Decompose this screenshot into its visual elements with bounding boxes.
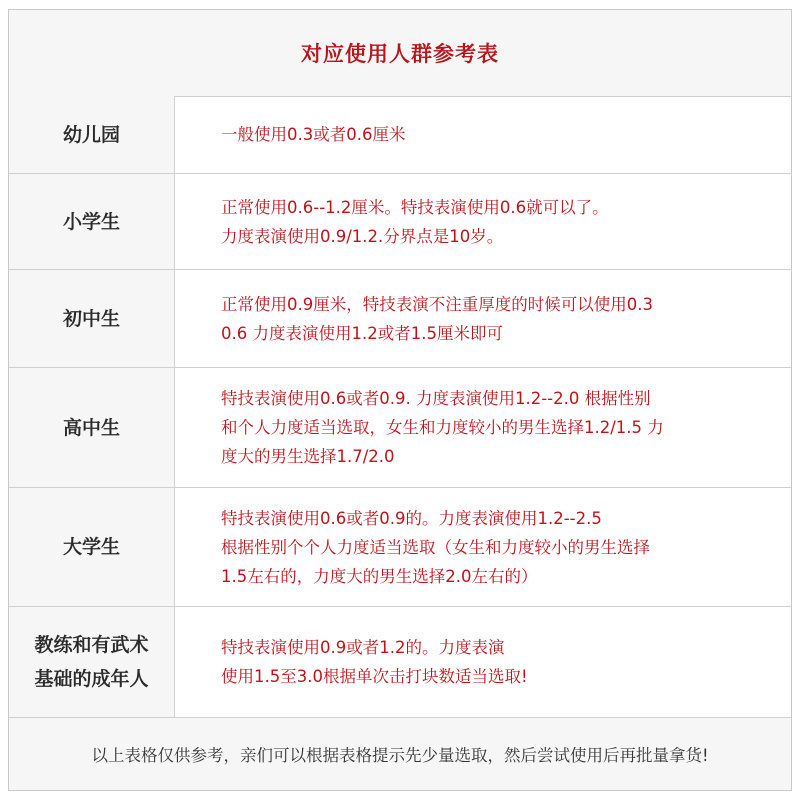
row-desc: 特技表演使用0.6或者0.9的。力度表演使用1.2--2.5 根据性别个个人力度适当选取（女生和力度较小的男生选择 1.5左右的，力度大的男生选择2.0左右的） [221, 508, 650, 586]
row-desc: 一般使用0.3或者0.6厘米 [221, 125, 406, 144]
row-label: 小学生 [62, 210, 120, 233]
row-label-cell [9, 607, 175, 717]
footer-note-bar [9, 718, 791, 790]
footer-note: 以上表格仅供参考，亲们可以根据表格提示先少量选取，然后尝试使用后再批量拿货! [91, 746, 709, 765]
row-desc-cell [175, 368, 791, 487]
row-label: 教练和有武术 基础的成年人 [34, 634, 149, 690]
row-label-cell [9, 488, 175, 606]
table-row [9, 488, 791, 607]
table-title-bar [9, 10, 791, 97]
table-row [9, 368, 791, 488]
row-label: 高中生 [62, 416, 120, 439]
table-row [9, 607, 791, 718]
row-label: 初中生 [62, 307, 120, 330]
row-label-cell [9, 96, 175, 173]
table-row [9, 174, 791, 270]
table-title: 对应使用人群参考表 [301, 42, 499, 66]
row-label-cell [9, 368, 175, 487]
row-desc-cell [175, 96, 791, 173]
row-label-cell [9, 174, 175, 269]
row-label: 幼儿园 [62, 123, 120, 146]
row-label: 大学生 [62, 536, 120, 558]
row-desc: 正常使用0.6--1.2厘米。特技表演使用0.6就可以了。 力度表演使用0.9/1.2.分界点是10岁。 [221, 197, 609, 246]
reference-table [8, 9, 792, 791]
row-desc-cell [175, 174, 791, 269]
row-desc: 特技表演使用0.6或者0.9. 力度表演使用1.2--2.0 根据性别 和个人力度适当选取，女生和力度较小的男生选择1.2/1.5 力 度大的男生选择1.7/2.0 [221, 389, 664, 466]
row-desc: 正常使用0.9厘米，特技表演不注重厚度的时候可以使用0.3 0.6 力度表演使用1.2或者1.5厘米即可 [221, 294, 653, 343]
row-desc-cell [175, 270, 791, 367]
row-desc-cell [175, 607, 791, 717]
table-row [9, 96, 791, 174]
table-row [9, 270, 791, 368]
row-desc-cell [175, 488, 791, 606]
row-label-cell [9, 270, 175, 367]
row-desc: 特技表演使用0.9或者1.2的。力度表演 使用1.5至3.0根据单次击打块数适当选取! [221, 638, 528, 686]
